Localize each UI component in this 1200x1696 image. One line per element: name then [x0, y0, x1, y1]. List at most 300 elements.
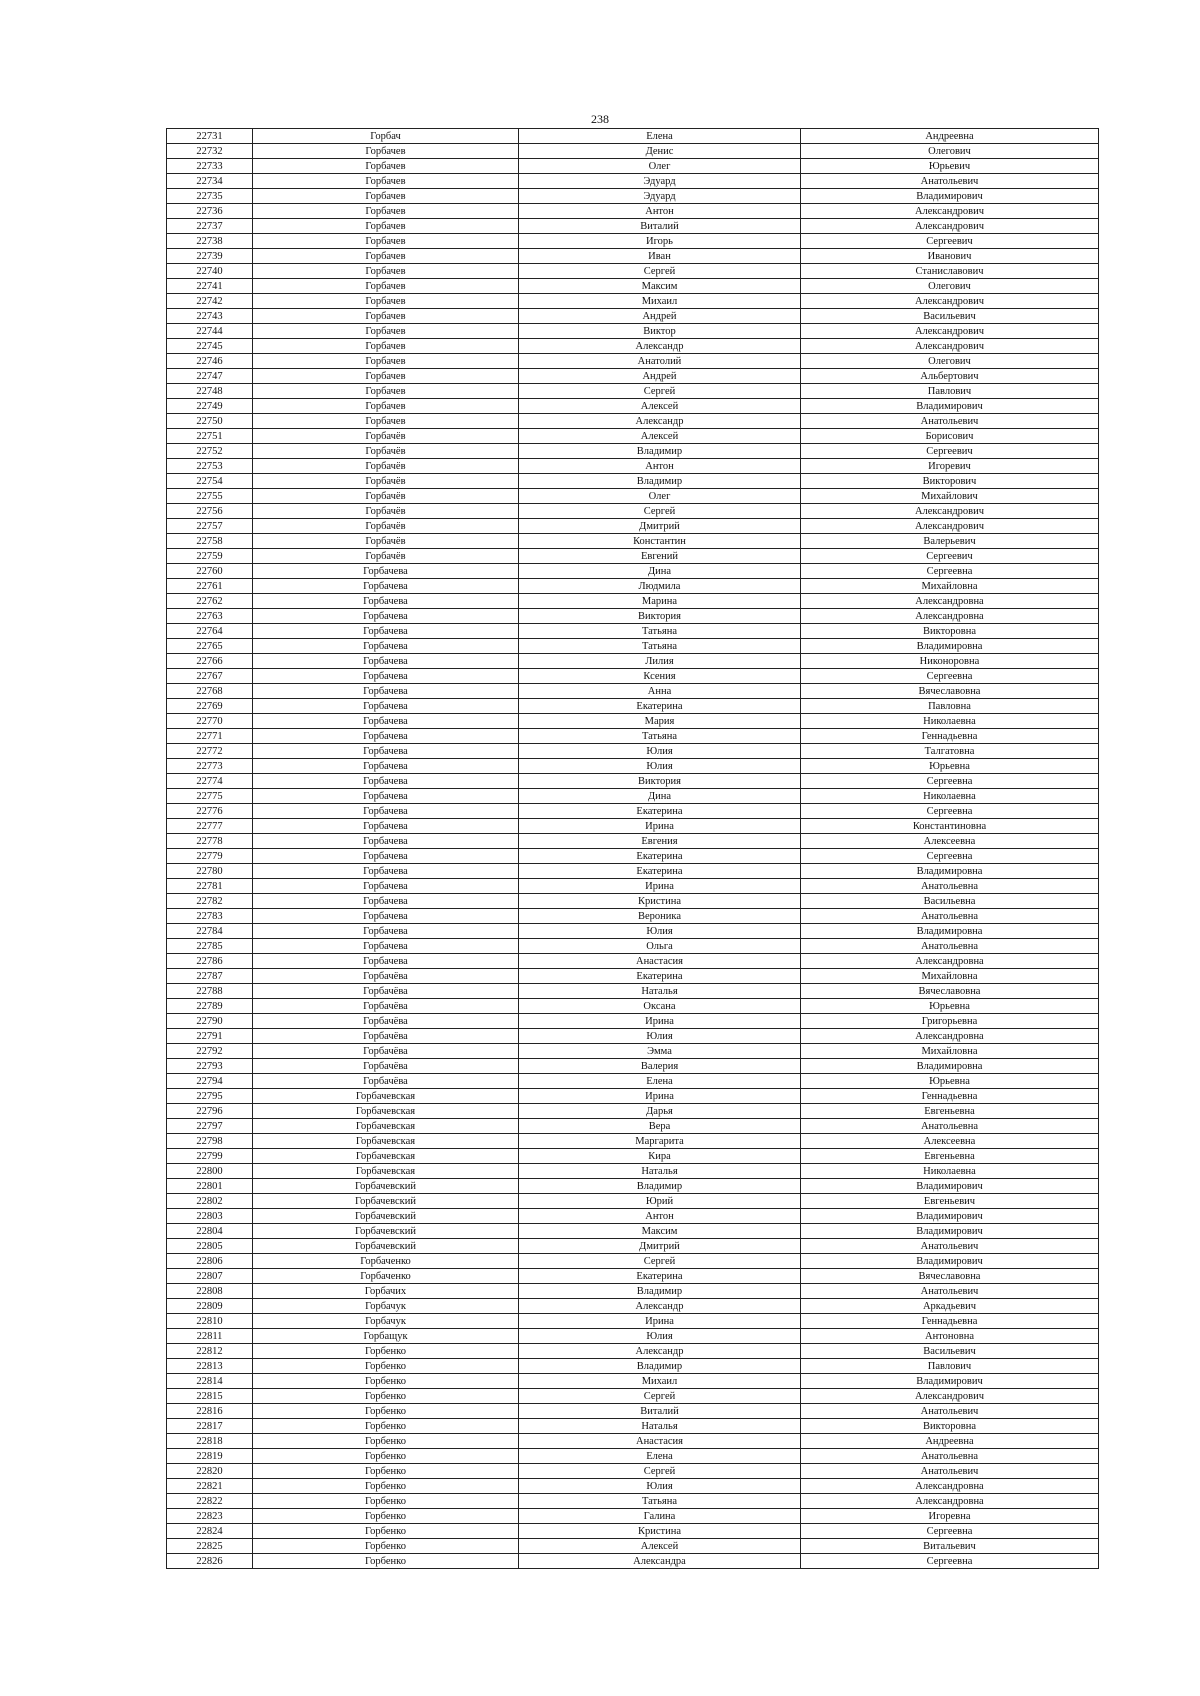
- surname-cell: Горбачева: [253, 744, 519, 759]
- surname-cell: Горбачёв: [253, 534, 519, 549]
- patronymic-cell: Александрович: [801, 294, 1099, 309]
- table-row: [167, 834, 1099, 849]
- surname-cell: Горбачёва: [253, 1029, 519, 1044]
- table-row: [167, 549, 1099, 564]
- table-row: [167, 399, 1099, 414]
- table-row: [167, 204, 1099, 219]
- table-row: [167, 1314, 1099, 1329]
- patronymic-cell: Александровна: [801, 1479, 1099, 1494]
- table-row: [167, 219, 1099, 234]
- table-row: [167, 1074, 1099, 1089]
- record-number-cell: 22785: [167, 939, 253, 954]
- patronymic-cell: Анатольевич: [801, 174, 1099, 189]
- record-number-cell: 22764: [167, 624, 253, 639]
- table-row: [167, 774, 1099, 789]
- first-name-cell: Анна: [519, 684, 801, 699]
- patronymic-cell: Владимирович: [801, 1374, 1099, 1389]
- first-name-cell: Дмитрий: [519, 519, 801, 534]
- first-name-cell: Алексей: [519, 429, 801, 444]
- table-row: [167, 1329, 1099, 1344]
- table-row: [167, 1419, 1099, 1434]
- surname-cell: Горбенко: [253, 1374, 519, 1389]
- record-number-cell: 22792: [167, 1044, 253, 1059]
- patronymic-cell: Александрович: [801, 1389, 1099, 1404]
- patronymic-cell: Григорьевна: [801, 1014, 1099, 1029]
- surname-cell: Горбенко: [253, 1494, 519, 1509]
- record-number-cell: 22796: [167, 1104, 253, 1119]
- first-name-cell: Виталий: [519, 1404, 801, 1419]
- patronymic-cell: Юрьевна: [801, 999, 1099, 1014]
- first-name-cell: Татьяна: [519, 624, 801, 639]
- surname-cell: Горбенко: [253, 1389, 519, 1404]
- first-name-cell: Дина: [519, 564, 801, 579]
- table-row: [167, 1539, 1099, 1554]
- surname-cell: Горбачевская: [253, 1134, 519, 1149]
- first-name-cell: Дина: [519, 789, 801, 804]
- surname-cell: Горбачёв: [253, 444, 519, 459]
- table-row: [167, 324, 1099, 339]
- surname-cell: Горбачевская: [253, 1119, 519, 1134]
- record-number-cell: 22778: [167, 834, 253, 849]
- patronymic-cell: Талгатовна: [801, 744, 1099, 759]
- table-row: [167, 489, 1099, 504]
- patronymic-cell: Васильевич: [801, 1344, 1099, 1359]
- record-number-cell: 22763: [167, 609, 253, 624]
- record-number-cell: 22747: [167, 369, 253, 384]
- surname-cell: Горбачёва: [253, 1074, 519, 1089]
- record-number-cell: 22816: [167, 1404, 253, 1419]
- surname-cell: Горбачёв: [253, 504, 519, 519]
- patronymic-cell: Александрович: [801, 519, 1099, 534]
- first-name-cell: Александра: [519, 1554, 801, 1569]
- record-number-cell: 22739: [167, 249, 253, 264]
- record-number-cell: 22732: [167, 144, 253, 159]
- patronymic-cell: Владимирович: [801, 1209, 1099, 1224]
- record-number-cell: 22766: [167, 654, 253, 669]
- first-name-cell: Анастасия: [519, 954, 801, 969]
- record-number-cell: 22805: [167, 1239, 253, 1254]
- patronymic-cell: Викторовна: [801, 624, 1099, 639]
- patronymic-cell: Анатольевич: [801, 1284, 1099, 1299]
- record-number-cell: 22742: [167, 294, 253, 309]
- patronymic-cell: Борисович: [801, 429, 1099, 444]
- table-row: [167, 1299, 1099, 1314]
- record-number-cell: 22753: [167, 459, 253, 474]
- patronymic-cell: Владимирович: [801, 1179, 1099, 1194]
- record-number-cell: 22813: [167, 1359, 253, 1374]
- first-name-cell: Антон: [519, 1209, 801, 1224]
- surname-cell: Горбачева: [253, 834, 519, 849]
- patronymic-cell: Анатольевна: [801, 879, 1099, 894]
- table-row: [167, 234, 1099, 249]
- surname-cell: Горбачев: [253, 369, 519, 384]
- patronymic-cell: Васильевич: [801, 309, 1099, 324]
- record-number-cell: 22803: [167, 1209, 253, 1224]
- patronymic-cell: Игоревич: [801, 459, 1099, 474]
- patronymic-cell: Валерьевич: [801, 534, 1099, 549]
- surname-cell: Горбачева: [253, 789, 519, 804]
- first-name-cell: Юлия: [519, 1029, 801, 1044]
- table-row: [167, 849, 1099, 864]
- surname-cell: Горбачук: [253, 1314, 519, 1329]
- surname-cell: Горбачёв: [253, 489, 519, 504]
- record-number-cell: 22767: [167, 669, 253, 684]
- table-row: [167, 354, 1099, 369]
- record-number-cell: 22789: [167, 999, 253, 1014]
- record-number-cell: 22811: [167, 1329, 253, 1344]
- first-name-cell: Дарья: [519, 1104, 801, 1119]
- surname-cell: Горбачев: [253, 279, 519, 294]
- first-name-cell: Антон: [519, 459, 801, 474]
- first-name-cell: Сергей: [519, 1389, 801, 1404]
- patronymic-cell: Альбертович: [801, 369, 1099, 384]
- surname-cell: Горбачев: [253, 234, 519, 249]
- record-number-cell: 22731: [167, 129, 253, 144]
- surname-cell: Горбачева: [253, 564, 519, 579]
- first-name-cell: Александр: [519, 1299, 801, 1314]
- surname-cell: Горбачева: [253, 909, 519, 924]
- surname-cell: Горбачева: [253, 924, 519, 939]
- patronymic-cell: Анатольевич: [801, 1239, 1099, 1254]
- patronymic-cell: Сергеевна: [801, 564, 1099, 579]
- record-number-cell: 22771: [167, 729, 253, 744]
- record-number-cell: 22825: [167, 1539, 253, 1554]
- patronymic-cell: Анатольевна: [801, 1449, 1099, 1464]
- surname-cell: Горбенко: [253, 1419, 519, 1434]
- record-number-cell: 22738: [167, 234, 253, 249]
- first-name-cell: Галина: [519, 1509, 801, 1524]
- table-row: [167, 624, 1099, 639]
- surname-cell: Горбачевский: [253, 1179, 519, 1194]
- table-row: [167, 744, 1099, 759]
- first-name-cell: Екатерина: [519, 1269, 801, 1284]
- table-row: [167, 1374, 1099, 1389]
- patronymic-cell: Евгеньевна: [801, 1149, 1099, 1164]
- record-number-cell: 22787: [167, 969, 253, 984]
- record-number-cell: 22775: [167, 789, 253, 804]
- surname-cell: Горбачёв: [253, 549, 519, 564]
- first-name-cell: Елена: [519, 1074, 801, 1089]
- patronymic-cell: Александрович: [801, 324, 1099, 339]
- patronymic-cell: Владимирович: [801, 189, 1099, 204]
- surname-cell: Горбенко: [253, 1509, 519, 1524]
- record-number-cell: 22765: [167, 639, 253, 654]
- table-row: [167, 1119, 1099, 1134]
- patronymic-cell: Сергеевич: [801, 234, 1099, 249]
- table-row: [167, 969, 1099, 984]
- surname-cell: Горбенко: [253, 1464, 519, 1479]
- record-number-cell: 22752: [167, 444, 253, 459]
- record-number-cell: 22776: [167, 804, 253, 819]
- patronymic-cell: Владимировна: [801, 864, 1099, 879]
- table-row: [167, 1524, 1099, 1539]
- table-row: [167, 999, 1099, 1014]
- surname-cell: Горбачева: [253, 669, 519, 684]
- table-row: [167, 1059, 1099, 1074]
- first-name-cell: Виктория: [519, 609, 801, 624]
- surname-cell: Горбачева: [253, 699, 519, 714]
- table-row: [167, 609, 1099, 624]
- first-name-cell: Кристина: [519, 1524, 801, 1539]
- patronymic-cell: Михайловна: [801, 579, 1099, 594]
- first-name-cell: Кира: [519, 1149, 801, 1164]
- table-row: [167, 759, 1099, 774]
- record-number-cell: 22782: [167, 894, 253, 909]
- table-row: [167, 534, 1099, 549]
- first-name-cell: Анатолий: [519, 354, 801, 369]
- patronymic-cell: Сергеевич: [801, 444, 1099, 459]
- record-number-cell: 22777: [167, 819, 253, 834]
- surname-cell: Горбенко: [253, 1479, 519, 1494]
- table-row: [167, 1164, 1099, 1179]
- table-row: [167, 1149, 1099, 1164]
- surname-cell: Горбачих: [253, 1284, 519, 1299]
- first-name-cell: Дмитрий: [519, 1239, 801, 1254]
- patronymic-cell: Михайлович: [801, 489, 1099, 504]
- first-name-cell: Владимир: [519, 474, 801, 489]
- surname-cell: Горбачева: [253, 609, 519, 624]
- surname-cell: Горбачева: [253, 639, 519, 654]
- record-number-cell: 22800: [167, 1164, 253, 1179]
- surname-cell: Горбенко: [253, 1524, 519, 1539]
- table-row: [167, 189, 1099, 204]
- patronymic-cell: Игоревна: [801, 1509, 1099, 1524]
- patronymic-cell: Олегович: [801, 354, 1099, 369]
- first-name-cell: Вера: [519, 1119, 801, 1134]
- patronymic-cell: Владимирович: [801, 399, 1099, 414]
- first-name-cell: Игорь: [519, 234, 801, 249]
- first-name-cell: Ирина: [519, 1014, 801, 1029]
- table-row: [167, 294, 1099, 309]
- record-number-cell: 22810: [167, 1314, 253, 1329]
- table-row: [167, 1209, 1099, 1224]
- record-number-cell: 22741: [167, 279, 253, 294]
- first-name-cell: Алексей: [519, 1539, 801, 1554]
- table-row: [167, 249, 1099, 264]
- table-row: [167, 984, 1099, 999]
- record-number-cell: 22755: [167, 489, 253, 504]
- patronymic-cell: Геннадьевна: [801, 729, 1099, 744]
- first-name-cell: Елена: [519, 1449, 801, 1464]
- table-row: [167, 309, 1099, 324]
- record-number-cell: 22734: [167, 174, 253, 189]
- record-number-cell: 22737: [167, 219, 253, 234]
- first-name-cell: Константин: [519, 534, 801, 549]
- record-number-cell: 22773: [167, 759, 253, 774]
- surname-cell: Горбачева: [253, 894, 519, 909]
- table-row: [167, 1284, 1099, 1299]
- table-row: [167, 1464, 1099, 1479]
- first-name-cell: Наталья: [519, 984, 801, 999]
- first-name-cell: Татьяна: [519, 639, 801, 654]
- surname-cell: Горбачук: [253, 1299, 519, 1314]
- patronymic-cell: Владимирович: [801, 1254, 1099, 1269]
- patronymic-cell: Александрович: [801, 504, 1099, 519]
- table-row: [167, 504, 1099, 519]
- surname-cell: Горбачев: [253, 219, 519, 234]
- surname-cell: Горбачевская: [253, 1089, 519, 1104]
- patronymic-cell: Евгеньевна: [801, 1104, 1099, 1119]
- surname-cell: Горбачева: [253, 864, 519, 879]
- record-number-cell: 22761: [167, 579, 253, 594]
- record-number-cell: 22797: [167, 1119, 253, 1134]
- surname-cell: Горбачева: [253, 729, 519, 744]
- table-row: [167, 564, 1099, 579]
- first-name-cell: Олег: [519, 489, 801, 504]
- record-number-cell: 22772: [167, 744, 253, 759]
- record-number-cell: 22786: [167, 954, 253, 969]
- patronymic-cell: Александрович: [801, 204, 1099, 219]
- table-row: [167, 1134, 1099, 1149]
- patronymic-cell: Антоновна: [801, 1329, 1099, 1344]
- first-name-cell: Ирина: [519, 1314, 801, 1329]
- patronymic-cell: Никоноровна: [801, 654, 1099, 669]
- first-name-cell: Максим: [519, 1224, 801, 1239]
- surname-cell: Горбачев: [253, 144, 519, 159]
- surname-cell: Горбачева: [253, 579, 519, 594]
- patronymic-cell: Алексеевна: [801, 834, 1099, 849]
- patronymic-cell: Александрович: [801, 219, 1099, 234]
- first-name-cell: Андрей: [519, 309, 801, 324]
- first-name-cell: Михаил: [519, 1374, 801, 1389]
- patronymic-cell: Геннадьевна: [801, 1314, 1099, 1329]
- table-row: [167, 474, 1099, 489]
- patronymic-cell: Николаевна: [801, 1164, 1099, 1179]
- patronymic-cell: Анатольевич: [801, 1404, 1099, 1419]
- surname-cell: Горбачёв: [253, 474, 519, 489]
- patronymic-cell: Геннадьевна: [801, 1089, 1099, 1104]
- patronymic-cell: Павловна: [801, 699, 1099, 714]
- table-row: [167, 939, 1099, 954]
- surname-cell: Горбач: [253, 129, 519, 144]
- first-name-cell: Екатерина: [519, 849, 801, 864]
- surname-cell: Горбачевская: [253, 1164, 519, 1179]
- first-name-cell: Владимир: [519, 1179, 801, 1194]
- first-name-cell: Ирина: [519, 819, 801, 834]
- surname-cell: Горбачев: [253, 159, 519, 174]
- first-name-cell: Виталий: [519, 219, 801, 234]
- first-name-cell: Татьяна: [519, 729, 801, 744]
- first-name-cell: Михаил: [519, 294, 801, 309]
- record-number-cell: 22754: [167, 474, 253, 489]
- record-number-cell: 22808: [167, 1284, 253, 1299]
- surname-cell: Горбачевская: [253, 1104, 519, 1119]
- patronymic-cell: Андреевна: [801, 129, 1099, 144]
- surname-cell: Горбачев: [253, 399, 519, 414]
- surname-cell: Горбачёва: [253, 969, 519, 984]
- record-number-cell: 22770: [167, 714, 253, 729]
- patronymic-cell: Евгеньевич: [801, 1194, 1099, 1209]
- first-name-cell: Марина: [519, 594, 801, 609]
- record-number-cell: 22743: [167, 309, 253, 324]
- patronymic-cell: Юрьевна: [801, 1074, 1099, 1089]
- patronymic-cell: Юрьевич: [801, 159, 1099, 174]
- record-number-cell: 22756: [167, 504, 253, 519]
- record-number-cell: 22779: [167, 849, 253, 864]
- first-name-cell: Владимир: [519, 1284, 801, 1299]
- first-name-cell: Лилия: [519, 654, 801, 669]
- surname-cell: Горбачева: [253, 939, 519, 954]
- table-row: [167, 414, 1099, 429]
- first-name-cell: Юрий: [519, 1194, 801, 1209]
- record-number-cell: 22748: [167, 384, 253, 399]
- table-row: [167, 1449, 1099, 1464]
- surname-cell: Горбачевский: [253, 1209, 519, 1224]
- patronymic-cell: Владимировна: [801, 639, 1099, 654]
- patronymic-cell: Александровна: [801, 1494, 1099, 1509]
- first-name-cell: Кристина: [519, 894, 801, 909]
- first-name-cell: Юлия: [519, 744, 801, 759]
- table-row: [167, 369, 1099, 384]
- first-name-cell: Евгения: [519, 834, 801, 849]
- table-row: [167, 159, 1099, 174]
- first-name-cell: Эдуард: [519, 189, 801, 204]
- record-number-cell: 22768: [167, 684, 253, 699]
- surname-cell: Горбенко: [253, 1539, 519, 1554]
- table-row: [167, 669, 1099, 684]
- record-number-cell: 22744: [167, 324, 253, 339]
- record-number-cell: 22809: [167, 1299, 253, 1314]
- surname-cell: Горбачёв: [253, 459, 519, 474]
- surname-cell: Горбачёва: [253, 984, 519, 999]
- patronymic-cell: Витальевич: [801, 1539, 1099, 1554]
- first-name-cell: Анастасия: [519, 1434, 801, 1449]
- patronymic-cell: Николаевна: [801, 714, 1099, 729]
- patronymic-cell: Александровна: [801, 594, 1099, 609]
- table-row: [167, 144, 1099, 159]
- surname-cell: Горбаченко: [253, 1269, 519, 1284]
- record-number-cell: 22822: [167, 1494, 253, 1509]
- table-row: [167, 174, 1099, 189]
- surname-cell: Горбачев: [253, 309, 519, 324]
- surname-cell: Горбачев: [253, 204, 519, 219]
- patronymic-cell: Михайловна: [801, 1044, 1099, 1059]
- patronymic-cell: Николаевна: [801, 789, 1099, 804]
- record-number-cell: 22735: [167, 189, 253, 204]
- table-row: [167, 1194, 1099, 1209]
- first-name-cell: Екатерина: [519, 969, 801, 984]
- first-name-cell: Александр: [519, 414, 801, 429]
- surname-cell: Горбачев: [253, 414, 519, 429]
- patronymic-cell: Анатольевич: [801, 414, 1099, 429]
- surname-cell: Горбачева: [253, 759, 519, 774]
- table-row: [167, 879, 1099, 894]
- surname-cell: Горбачева: [253, 879, 519, 894]
- record-number-cell: 22736: [167, 204, 253, 219]
- first-name-cell: Оксана: [519, 999, 801, 1014]
- table-row: [167, 1389, 1099, 1404]
- table-row: [167, 639, 1099, 654]
- table-row: [167, 819, 1099, 834]
- table-row: [167, 909, 1099, 924]
- table-row: [167, 954, 1099, 969]
- first-name-cell: Екатерина: [519, 864, 801, 879]
- surname-cell: Горбачёва: [253, 1014, 519, 1029]
- record-number-cell: 22781: [167, 879, 253, 894]
- table-row: [167, 1179, 1099, 1194]
- first-name-cell: Валерия: [519, 1059, 801, 1074]
- patronymic-cell: Сергеевна: [801, 669, 1099, 684]
- record-number-cell: 22774: [167, 774, 253, 789]
- first-name-cell: Наталья: [519, 1164, 801, 1179]
- first-name-cell: Владимир: [519, 1359, 801, 1374]
- patronymic-cell: Анатольевна: [801, 939, 1099, 954]
- record-number-cell: 22740: [167, 264, 253, 279]
- first-name-cell: Эдуард: [519, 174, 801, 189]
- surname-cell: Горбачева: [253, 684, 519, 699]
- surname-cell: Горбачев: [253, 384, 519, 399]
- surname-cell: Горбачев: [253, 294, 519, 309]
